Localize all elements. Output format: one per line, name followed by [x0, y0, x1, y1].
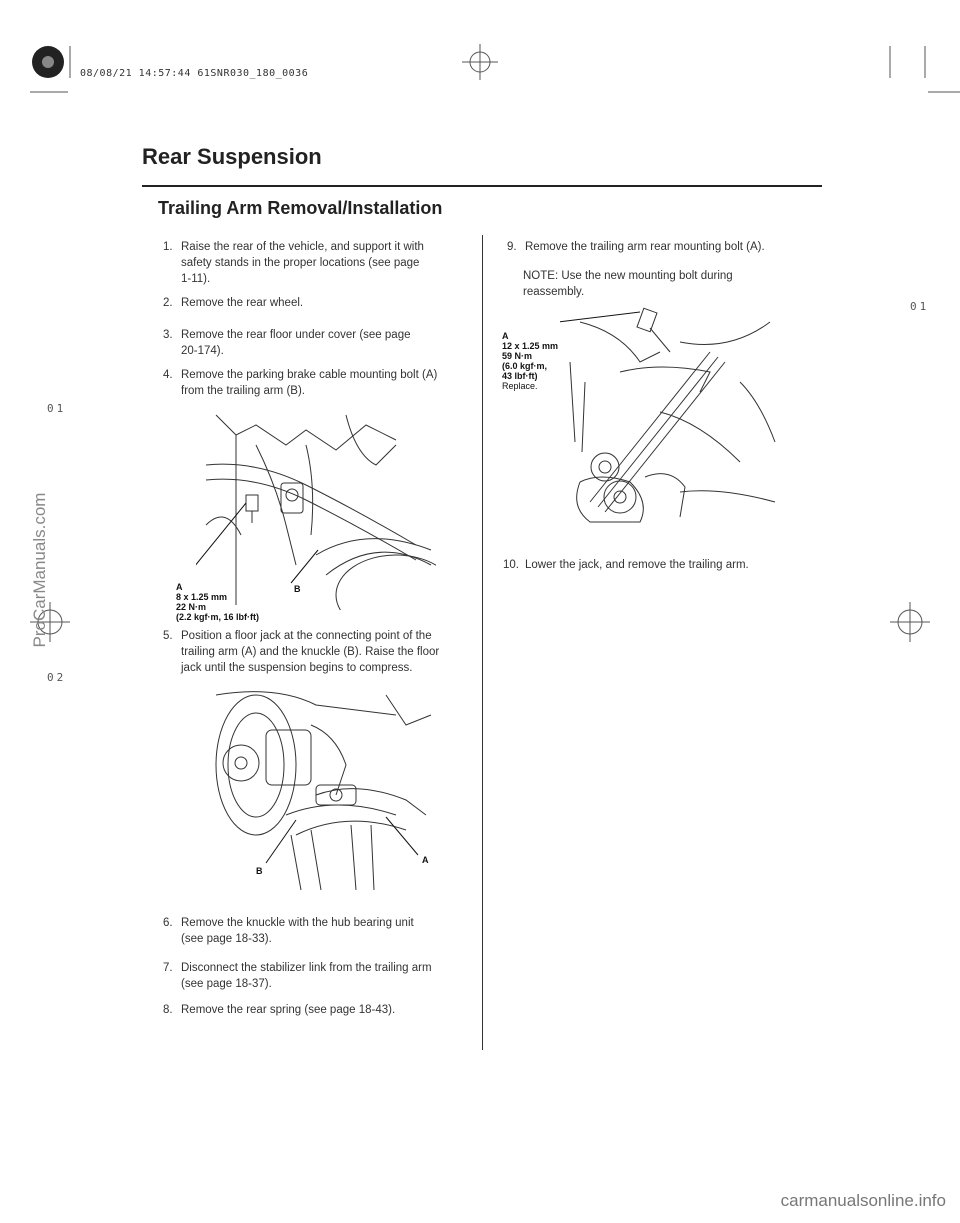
footer-watermark: carmanualsonline.info	[780, 1191, 946, 1210]
step-2: 2. Remove the rear wheel.	[163, 297, 304, 309]
side-watermark: ProCarManuals.com	[30, 492, 49, 648]
title-rule	[142, 185, 822, 187]
figure-parking-brake-bolt	[196, 405, 436, 610]
figure1-callout-b: B	[294, 584, 301, 594]
margin-code-right-top: 01	[910, 300, 930, 313]
step-10: 10. Lower the jack, and remove the trailing arm.	[503, 559, 749, 571]
figure2-callout-a: A	[422, 855, 429, 865]
step-1: 1. Raise the rear of the vehicle, and support it with safety stands in the proper locations (see page 1-11).	[163, 241, 424, 285]
step-9: 9. Remove the trailing arm rear mounting bolt (A).	[507, 241, 765, 253]
figure3-callout-a: A 12 x 1.25 mm 59 N·m (6.0 kgf·m, 43 lbf·ft) Replace.	[502, 331, 559, 391]
step-7: 7. Disconnect the stabilizer link from the trailing arm (see page 18-37).	[163, 962, 432, 990]
step-3: 3. Remove the rear floor under cover (see page 20-174).	[163, 329, 411, 357]
print-stamp: 08/08/21 14:57:44 61SNR030_180_0036	[80, 68, 309, 79]
step-6: 6. Remove the knuckle with the hub bearing unit (see page 18-33).	[163, 917, 414, 945]
figure1-callout-a: A 8 x 1.25 mm 22 N·m (2.2 kgf·m, 16 lbf·ft)	[176, 582, 260, 622]
figure2-callout-b: B	[256, 866, 263, 876]
margin-code-left-mid: 01	[47, 402, 67, 415]
step-8: 8. Remove the rear spring (see page 18-43).	[163, 1004, 396, 1016]
margin-code-left-low: 02	[47, 671, 67, 684]
column-divider	[482, 235, 483, 1050]
step-5: 5. Position a floor jack at the connecting point of the trailing arm (A) and the knuckle (B). Raise the floor jack until the suspension begins to compress.	[163, 630, 440, 674]
note-new-bolt: NOTE: Use the new mounting bolt during reassembly.	[523, 270, 733, 298]
figure-trailing-arm-bolt	[560, 302, 780, 527]
section-subtitle: Trailing Arm Removal/Installation	[158, 198, 443, 218]
page-title: Rear Suspension	[142, 144, 322, 169]
step-4: 4. Remove the parking brake cable mounting bolt (A) from the trailing arm (B).	[163, 369, 438, 397]
figure-floor-jack	[196, 685, 436, 895]
